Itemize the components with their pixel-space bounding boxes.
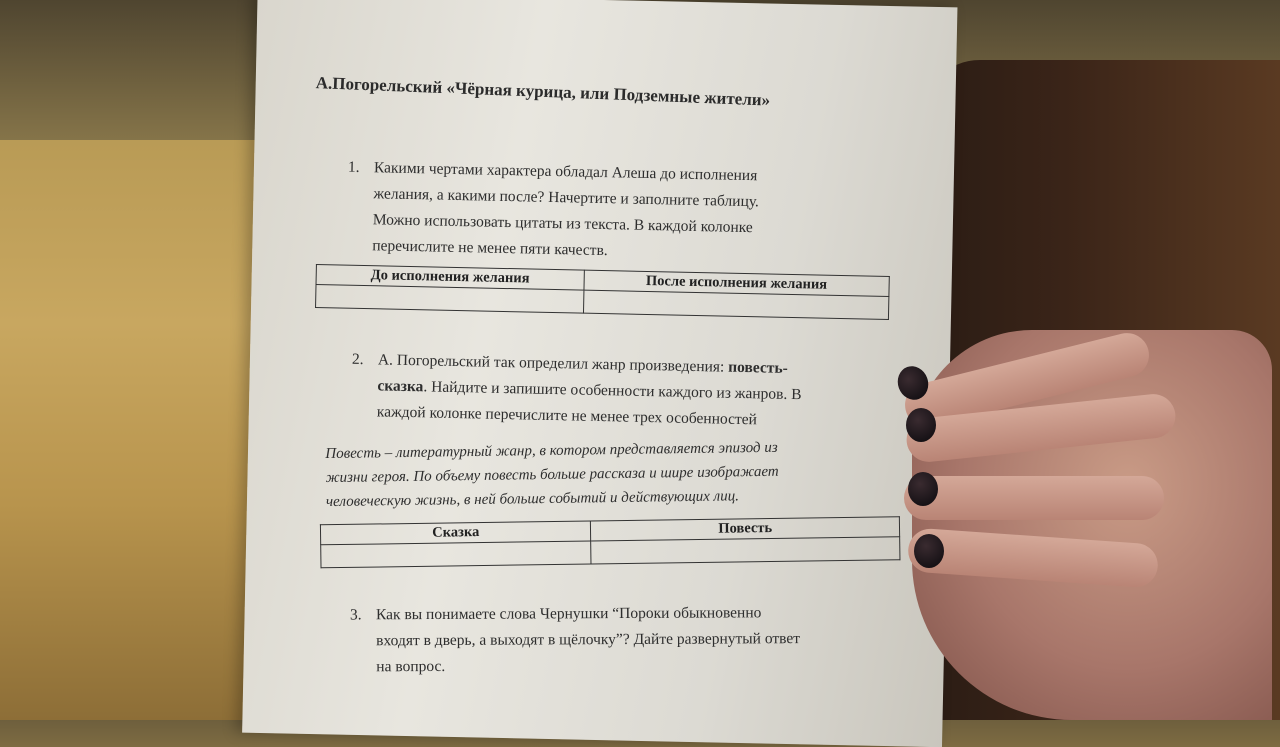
genre-term: сказка <box>377 377 424 396</box>
nail-icon <box>914 534 944 568</box>
hand <box>912 330 1272 720</box>
question-line: Можно использовать цитаты из текста. В каждой колонке <box>372 211 753 237</box>
table-header: После исполнения желания <box>584 270 890 296</box>
question-line: на вопрос. <box>376 657 446 676</box>
question-1 <box>347 155 874 269</box>
question-text: . Найдите и запишите особенности каждого из жанров. В <box>423 378 802 404</box>
question-number: 2. <box>351 350 364 369</box>
table-header: Повесть <box>591 517 900 541</box>
question-3 <box>349 600 906 681</box>
question-line: входят в дверь, а выходят в щёлочку”? Дайте развернутый ответ <box>376 630 801 650</box>
question-line: Как вы понимаете слова Чернушки “Пороки обыкновенно <box>375 604 762 624</box>
nail-icon <box>906 408 936 442</box>
genre-term: повесть- <box>728 358 788 377</box>
table-cell <box>316 285 584 314</box>
worksheet-paper <box>242 0 957 747</box>
definition-line: Повесть – литературный жанр, в котором представляется эпизод из <box>325 439 778 463</box>
question-line: Какими чертами характера обладал Алеша до исполнения <box>373 159 758 185</box>
genre-table <box>320 516 901 568</box>
table-cell <box>591 537 900 564</box>
question-line: желания, а какими после? Начертите и заполните таблицу. <box>373 185 760 211</box>
traits-table <box>315 264 890 320</box>
finger <box>904 476 1164 520</box>
question-number: 3. <box>349 606 362 624</box>
question-number: 1. <box>347 158 360 176</box>
question-2 <box>351 347 879 435</box>
worksheet-title: А.Погорельский «Чёрная курица, или Подземные жители» <box>315 73 771 110</box>
question-line: перечислите не менее пяти качеств. <box>372 237 608 260</box>
definition-line: жизни героя. По объему повесть больше рассказа и шире изображает <box>325 463 779 487</box>
nail-icon <box>908 472 938 506</box>
finger <box>907 527 1159 588</box>
table-header: Сказка <box>320 521 591 545</box>
definition-line: человеческую жизнь, в ней больше событий и действующих лиц. <box>325 488 740 511</box>
question-text: А. Погорельский так определил жанр произведения: <box>377 351 729 376</box>
table-header: До исполнения желания <box>316 265 584 291</box>
question-line: каждой колонке перечислите не менее трех особенностей <box>376 403 758 429</box>
genre-definition <box>325 434 886 514</box>
table-cell <box>321 541 592 568</box>
